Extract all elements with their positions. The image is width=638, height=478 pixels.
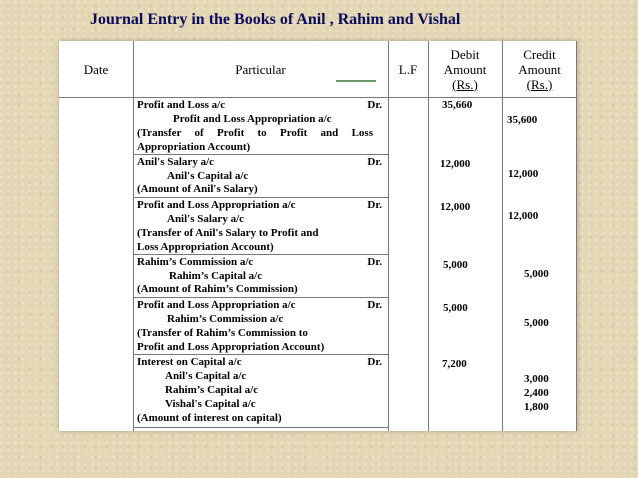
entry-dr-marker: Dr. [367,99,382,111]
entry-narration: (Transfer of Profit to Profit and Loss [137,127,373,139]
header-debit-line: Debit [450,46,480,62]
entry-debit-amount: 7,200 [442,358,467,370]
entry-narration: (Transfer of Rahim’s Commission to [137,327,308,339]
entry-credit-amount: 3,000 [524,373,549,385]
journal-entry [133,154,388,198]
entry-debit-amount: 12,000 [440,158,471,170]
entry-debit-amount: 12,000 [440,201,471,213]
journal-entry [133,197,388,255]
column-divider [428,41,429,431]
entry-debit-amount: 5,000 [443,302,468,314]
entry-credit-amount: 1,800 [524,401,549,413]
entry-narration: (Amount of Rahim’s Commission) [137,283,298,295]
entry-debit-account: Rahim’s Commission a/c [137,256,254,268]
entry-credit-account: Rahim’s Commission a/c [167,313,284,325]
entry-narration: Profit and Loss Appropriation Account) [137,341,325,353]
column-divider [576,41,577,431]
entry-debit-amount: 5,000 [443,259,468,271]
entry-dr-marker: Dr. [367,356,382,368]
entry-credit-account: Rahim’s Capital a/c [165,384,259,396]
entry-credit-account: Vishal's Capital a/c [165,398,256,410]
entry-debit-account: Interest on Capital a/c [137,356,242,368]
header-debit [428,41,502,98]
entry-credit-amount: 5,000 [524,317,549,329]
entry-narration: (Amount of Anil's Salary) [137,183,258,195]
entry-dr-marker: Dr. [367,156,382,168]
header-credit-line: Credit [523,46,556,62]
entry-credit-account: Profit and Loss Appropriation a/c [173,113,332,125]
entry-credit-amount: 5,000 [524,268,549,280]
journal-table [59,41,577,431]
entry-narration: (Transfer of Anil's Salary to Profit and [137,227,319,239]
journal-entry [133,297,388,355]
entry-debit-account: Anil's Salary a/c [137,156,215,168]
entry-credit-amount: 12,000 [508,210,539,222]
column-divider [388,41,389,431]
entry-debit-account: Profit and Loss a/c [137,99,226,111]
entry-debit-amount: 35,660 [442,99,473,111]
entry-credit-account: Anil's Capital a/c [167,170,249,182]
header-debit-line: (Rs.) [452,76,478,92]
journal-entry [133,97,388,155]
entry-narration: Appropriation Account) [137,141,251,153]
entry-debit-account: Profit and Loss Appropriation a/c [137,199,296,211]
header-particular: Particular [133,41,388,98]
entry-credit-amount: 35,600 [507,114,538,126]
header-date: Date [59,41,133,98]
column-divider [502,41,503,431]
journal-entry [133,354,388,428]
header-lf: L.F [388,41,428,98]
entry-debit-account: Profit and Loss Appropriation a/c [137,299,296,311]
entry-narration: (Amount of interest on capital) [137,412,282,424]
page-title: Journal Entry in the Books of Anil , Rahim and Vishal [90,11,461,28]
entry-dr-marker: Dr. [367,199,382,211]
entry-credit-account: Anil's Salary a/c [167,213,245,225]
header-credit-line: Amount [518,61,561,77]
entry-credit-account: Rahim’s Capital a/c [169,270,263,282]
header-credit-line: (Rs.) [526,76,553,92]
entry-credit-amount: 12,000 [508,168,539,180]
entry-credit-account: Anil's Capital a/c [165,370,247,382]
entry-dr-marker: Dr. [367,256,382,268]
journal-entry [133,254,388,298]
header-credit [502,41,577,98]
entry-credit-amount: 2,400 [524,387,549,399]
header-debit-line: Amount [443,61,487,77]
entry-narration: Loss Appropriation Account) [137,241,274,253]
entry-dr-marker: Dr. [367,299,382,311]
